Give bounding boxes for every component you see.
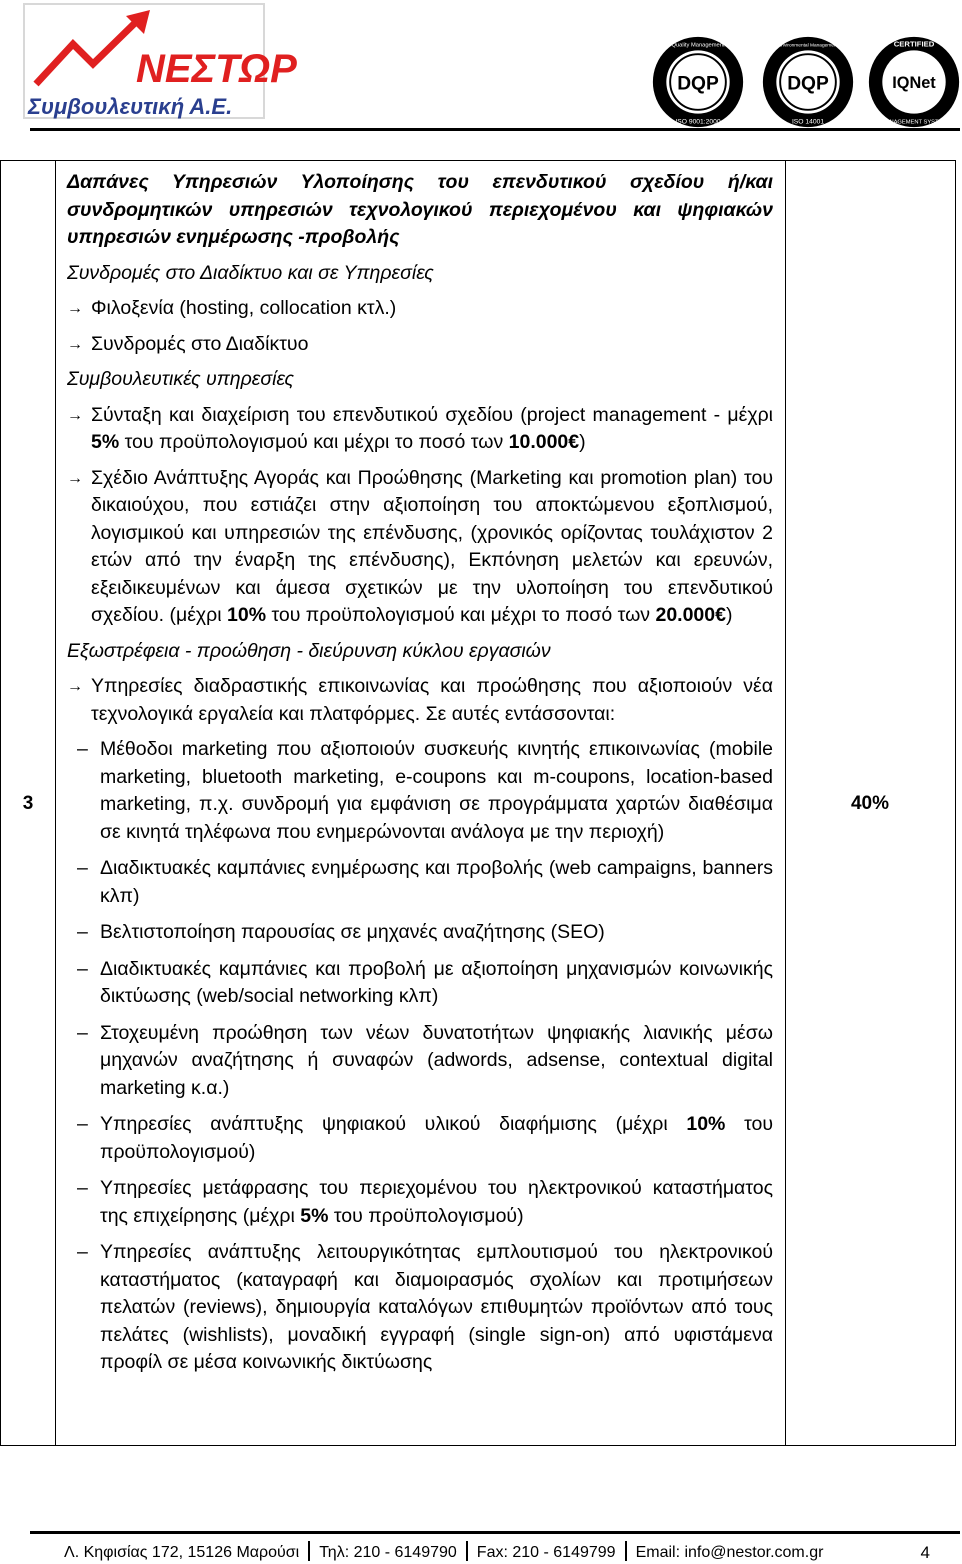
sub-list-item-text: του προϋπολογισμού) bbox=[100, 1113, 774, 1163]
arrow-right-icon: → bbox=[67, 678, 83, 695]
company-logo bbox=[18, 2, 297, 122]
sub-list-item-text: Υπηρεσίες ανάπτυξης ψηφιακού υλικού διαφήμισης (μέχρι bbox=[100, 1113, 687, 1135]
row-number: 3 bbox=[22, 793, 34, 814]
sub-list-item-text: Βελτιστοποίηση παρουσίας σε μηχανές αναζήτησης (SEO) bbox=[100, 921, 605, 943]
sub-list-item-text: Μέθοδοι marketing που αξιοποιούν συσκευής κινητής επικοινωνίας (mobile marketing, bluetooth marketing, e-coupons και m-coupons, location-based marketing, π.χ. συνδρομή για εμφάνιση σε προγράμματα χαρτών διαθέσιμα σε κινητά τηλέφωνα που ενημερώνονται ανάλογα με την περιοχή) bbox=[100, 738, 773, 843]
list-item-text: του προϋπολογισμού και μέχρι το ποσό των bbox=[266, 604, 656, 626]
footer-separator bbox=[308, 1541, 310, 1561]
seal-mark: IQNet bbox=[892, 73, 936, 92]
limit-percent: 5% bbox=[91, 431, 120, 453]
dash-icon: – bbox=[77, 738, 88, 760]
list-item bbox=[67, 402, 773, 457]
list-item-text: Φιλοξενία (hosting, collocation κτλ.) bbox=[91, 297, 397, 319]
sub-list-item-text: Στοχευμένη προώθηση των νέων δυνατοτήτων ψηφιακής λιανικής μέσω μηχανών αναζήτησης ή συναφών (adwords, adsense, contextual digital marketing κ.α.) bbox=[100, 1021, 773, 1099]
iso-9001-seal bbox=[650, 34, 746, 130]
limit-percent: 10% bbox=[227, 604, 267, 626]
limit-percent: 10% bbox=[686, 1113, 726, 1135]
seal-top-text: CERTIFIED bbox=[893, 39, 935, 49]
dash-icon: – bbox=[77, 1021, 88, 1044]
row-percentage: 40% bbox=[850, 793, 890, 814]
subheading-subscriptions: Συνδρομές στο Διαδίκτυο και σε Υπηρεσίες bbox=[67, 261, 434, 284]
arrow-right-icon: → bbox=[67, 469, 83, 487]
list-item-text: ) bbox=[725, 604, 733, 626]
list-item bbox=[67, 331, 773, 359]
dash-icon: – bbox=[77, 957, 88, 980]
seal-mark: DQP bbox=[787, 73, 829, 95]
sub-list-item-text: Διαδικτυακές καμπάνιες και προβολή με αξιοποίηση μηχανισμών κοινωνικής δικτύωσης (web/social networking κλπ) bbox=[100, 957, 773, 1007]
footer-email[interactable]: Email: info@nestor.com.gr bbox=[635, 1544, 824, 1561]
arrow-right-icon: → bbox=[67, 300, 83, 317]
sub-list-item bbox=[67, 919, 773, 947]
sub-list-item-text: Υπηρεσίες μετάφρασης του περιεχομένου του ηλεκτρονικού καταστήματος της επιχείρησης (μέχρι bbox=[100, 1177, 773, 1227]
limit-amount: 10.000€ bbox=[508, 431, 580, 453]
sub-list-item bbox=[67, 855, 773, 910]
limit-percent: 5% bbox=[300, 1204, 329, 1227]
subheading-outreach: Εξωστρέφεια - προώθηση - διεύρυνση κύκλου εργασιών bbox=[67, 639, 551, 662]
seal-top-text: Quality Management bbox=[671, 42, 725, 49]
budget-table-row bbox=[0, 160, 956, 1446]
sub-list-item-text: του προϋπολογισμού) bbox=[328, 1204, 524, 1227]
seal-bottom-text: ISO 9001:2000 bbox=[675, 118, 721, 126]
sub-list-item bbox=[67, 1111, 773, 1166]
sub-list-item bbox=[67, 1175, 773, 1230]
seal-top-text: Environmental Management bbox=[778, 43, 838, 49]
list-item-text: Σχέδιο Ανάπτυξης Αγοράς και Προώθησης (Marketing και promotion plan) του δικαιούχου, που εστιάζει στην αξιοποίηση του αποκτώμενου εξοπλισμού, λογισμικού και υπηρεσιών της επένδυσης, (χρονικός ορίζοντας τουλάχιστον 2 ετών από την έναρξη της επένδυσης), Εκπόνηση μελετών και ερευνών, εξειδικευμένων και άμεσα σχετικών με την υλοποίηση του επενδυτικού σχεδίου. (μέχρι bbox=[91, 466, 773, 626]
sub-list-item-text: Υπηρεσίες ανάπτυξης λειτουργικότητας εμπλουτισμού του ηλεκτρονικού καταστήματος (καταγραφή και διαμοιρασμός σχολίων και προτιμήσεων πελατών (reviews), δημιουργία καταλόγων επιθυμητών προϊόντων από τους πελάτες (wishlists), μοναδική εγγραφή (single sign-on) από υφιστάμενα προφίλ σε μέσα κοινωνικής δικτύωσης bbox=[100, 1241, 773, 1373]
sub-list-item bbox=[67, 1020, 773, 1103]
sub-list-item bbox=[67, 1239, 773, 1377]
sub-list-item bbox=[67, 956, 773, 1011]
footer-phone: Τηλ: 210 - 6149790 bbox=[319, 1544, 457, 1561]
seal-bottom-text: ISO 14001 bbox=[791, 118, 825, 126]
list-item-text: του προϋπολογισμού και μέχρι το ποσό των bbox=[119, 431, 509, 453]
list-item bbox=[67, 465, 773, 630]
dash-icon: – bbox=[77, 921, 88, 943]
seal-mark: DQP bbox=[677, 73, 719, 95]
sub-list-item-text: Διαδικτυακές καμπάνιες ενημέρωσης και προβολής (web campaigns, banners κλπ) bbox=[100, 857, 773, 907]
list-item-text: Συνδρομές στο Διαδίκτυο bbox=[91, 332, 309, 355]
section-heading: Δαπάνες Υπηρεσιών Υλοποίησης του επενδυτικού σχεδίου ή/και συνδρομητικών υπηρεσιών τεχνολογικού περιεχομένου και ψηφιακών υπηρεσιών ενημέρωσης -προβολής bbox=[67, 171, 773, 248]
dash-icon: – bbox=[77, 1177, 88, 1199]
column-divider bbox=[55, 161, 56, 1445]
footer-fax: Fax: 210 - 6149799 bbox=[476, 1544, 616, 1561]
header-divider bbox=[30, 128, 960, 131]
limit-amount: 20.000€ bbox=[655, 604, 726, 626]
list-item-text: Υπηρεσίες διαδραστικής επικοινωνίας και προώθησης που αξιοποιούν νέα τεχνολογικά εργαλεία και πλατφόρμες. Σε αυτές εντάσσονται: bbox=[91, 675, 773, 725]
logo-title: ΝΕΣΤΩΡ bbox=[136, 47, 297, 91]
iqnet-seal bbox=[866, 34, 962, 130]
seal-bottom-text: MANAGEMENT SYSTEM bbox=[880, 119, 948, 126]
arrow-right-icon: → bbox=[67, 406, 83, 424]
dash-icon: – bbox=[77, 1241, 88, 1263]
list-item-text: ) bbox=[579, 431, 586, 453]
sub-list-item bbox=[67, 736, 773, 846]
list-item-text: Σύνταξη και διαχείριση του επενδυτικού σχεδίου (project management - μέχρι bbox=[91, 403, 773, 426]
footer-separator bbox=[625, 1541, 627, 1561]
footer-contact bbox=[64, 1541, 823, 1562]
subheading-consulting: Συμβουλευτικές υπηρεσίες bbox=[67, 368, 294, 390]
row-description bbox=[67, 169, 773, 1386]
footer-separator bbox=[466, 1541, 468, 1561]
dash-icon: – bbox=[77, 1113, 88, 1135]
list-item bbox=[67, 673, 773, 728]
list-item bbox=[67, 295, 773, 323]
footer-address: Λ. Κηφισίας 172, 15126 Μαρούσι bbox=[64, 1544, 300, 1561]
dash-icon: – bbox=[77, 857, 88, 879]
iso-14001-seal bbox=[760, 34, 856, 130]
logo-subtitle: Συμβουλευτική Α.Ε. bbox=[28, 94, 233, 119]
arrow-right-icon: → bbox=[67, 335, 83, 353]
footer-divider bbox=[30, 1531, 960, 1534]
page-number: 4 bbox=[920, 1543, 930, 1562]
